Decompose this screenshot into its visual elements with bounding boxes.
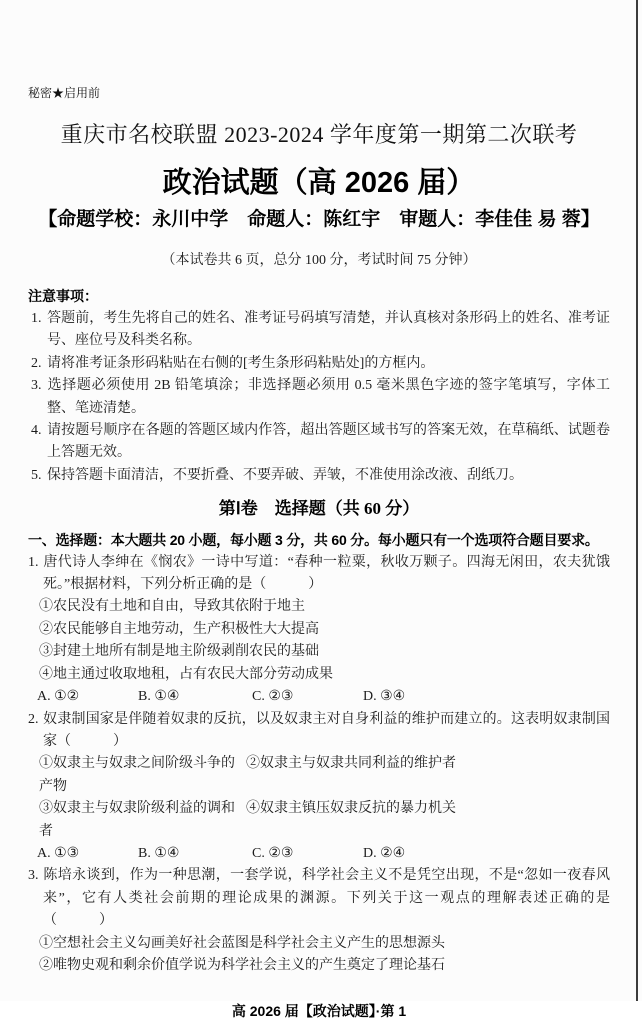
exam-info: （本试卷共 6 页，总分 100 分，考试时间 75 分钟） [161,253,477,268]
question-stem-text: 唐代诗人李绅在《悯农》一诗中写道：“春种一粒粟，秋收万颗子。四海无闲田，农夫犹饿死。”根据材料，下列分析正确的是 [43,554,610,593]
page-footer: 高 2026 届【政治试题】·第 1 [231,1003,407,1020]
notice-number: 3. [31,378,42,394]
question-stem-text: 奴隶制国家是伴随着奴隶的反抗，以及奴隶主对自身利益的维护而建立的。这表明奴隶制国家 [43,711,610,749]
question-2-item-4: ④奴隶主镇压奴隶反抗的暴力机关 [246,801,456,817]
option-c: C. ②③ [252,845,294,861]
notice-number: 5. [31,467,42,483]
question-number: 3. [28,868,39,884]
notice-text: 请按题号顺序在各题的答题区域内作答，超出答题区域书写的答案无效，在草稿纸、试题卷上答题无效。 [47,423,610,461]
exam-title: 重庆市名校联盟 2023-2024 学年度第一期第二次联考 [60,122,578,147]
notice-text: 答题前，考生先将自己的姓名、准考证号码填写清楚，并认真核对条形码上的姓名、准考证号、座位号及科类名称。 [47,311,610,349]
notices-heading: 注意事项： [28,288,98,304]
question-1-options [37,686,610,708]
notice-item-5 [31,465,610,487]
section-instruction: 一、选择题：本大题共 20 小题，每小题 3 分，共 60 分。每小题只有一个选项符合题目要求。 [28,532,599,549]
question-1-stem [28,552,610,597]
notice-number: 2. [31,355,42,371]
question-1-item-3: ③封建土地所有制是地主阶级剥削农民的基础 [39,644,319,660]
question-1-item-4: ④地主通过收取地租，占有农民大部分劳动成果 [39,666,333,682]
question-3-item-2: ②唯物史观和剩余价值学说为科学社会主义的产生奠定了理论基石 [39,957,445,973]
notice-text: 选择题必须使用 2B 铅笔填涂；非选择题必须用 0.5 毫米黑色字迹的签字笔填写，字体工整、笔迹清楚。 [47,378,610,416]
question-1-item-2: ②农民能够自主地劳动，生产积极性大大提高 [39,621,319,637]
question-2-item-3: ③奴隶主与奴隶阶级利益的调和者 [39,801,235,839]
question-2 [28,709,610,866]
question-stem-text: 陈培永谈到，作为一种思潮，一套学说，科学社会主义不是凭空出现，不是“忽如一夜春风来”，它有人类社会前期的理论成果的渊源。下列关于这一观点的理解表述正确的是 [43,868,610,906]
section-title: 第Ⅰ卷 选择题（共 60 分） [218,499,420,519]
notice-number: 4. [31,423,42,439]
question-number: 2. [28,711,39,727]
answer-blank: （ ） [43,913,113,929]
question-3 [28,865,610,977]
option-b: B. ①④ [138,845,180,861]
notice-text: 请将准考证条形码粘贴在右侧的[考生条形码粘贴处]的方框内。 [47,355,435,371]
option-d: D. ③④ [363,689,406,705]
question-number: 1. [28,554,39,570]
question-3-item-1: ①空想社会主义勾画美好社会蓝图是科学社会主义产生的思想源头 [39,935,445,951]
classification-label: 秘密★启用前 [28,86,101,100]
byline: 【命题学校：永川中学 命题人：陈红宇 审题人：李佳佳 易 蓉】 [38,209,600,230]
answer-blank: （ ） [252,577,323,593]
question-2-stem [28,709,610,754]
question-2-item-2: ②奴隶主与奴隶共同利益的维护者 [246,756,456,772]
notice-item-4 [31,420,610,465]
question-2-item-1: ①奴隶主与奴隶之间阶级斗争的产物 [39,756,235,794]
question-2-items-row-2 [39,798,610,843]
notice-number: 1. [31,311,42,326]
question-2-items-row-1 [39,753,610,798]
question-1 [28,552,610,709]
notices-list [28,308,610,487]
notice-text: 保持答题卡面清洁，不要折叠、不要弄破、弄皱，不准使用涂改液、刮纸刀。 [47,467,523,483]
scan-edge-line [636,0,638,1001]
answer-blank: （ ） [57,733,127,749]
option-d: D. ②④ [363,845,406,861]
subject-title: 政治试题（高 2026 届） [162,167,476,199]
question-2-options [37,843,610,865]
option-a: A. ①③ [37,845,80,861]
notice-item-1 [31,308,610,353]
notice-item-2 [31,353,610,375]
option-b: B. ①④ [138,689,180,705]
notice-item-3 [31,375,610,420]
option-c: C. ②③ [252,689,294,705]
question-3-stem [28,865,610,932]
question-1-item-1: ①农民没有土地和自由，导致其依附于地主 [39,599,305,615]
option-a: A. ①② [37,689,80,705]
